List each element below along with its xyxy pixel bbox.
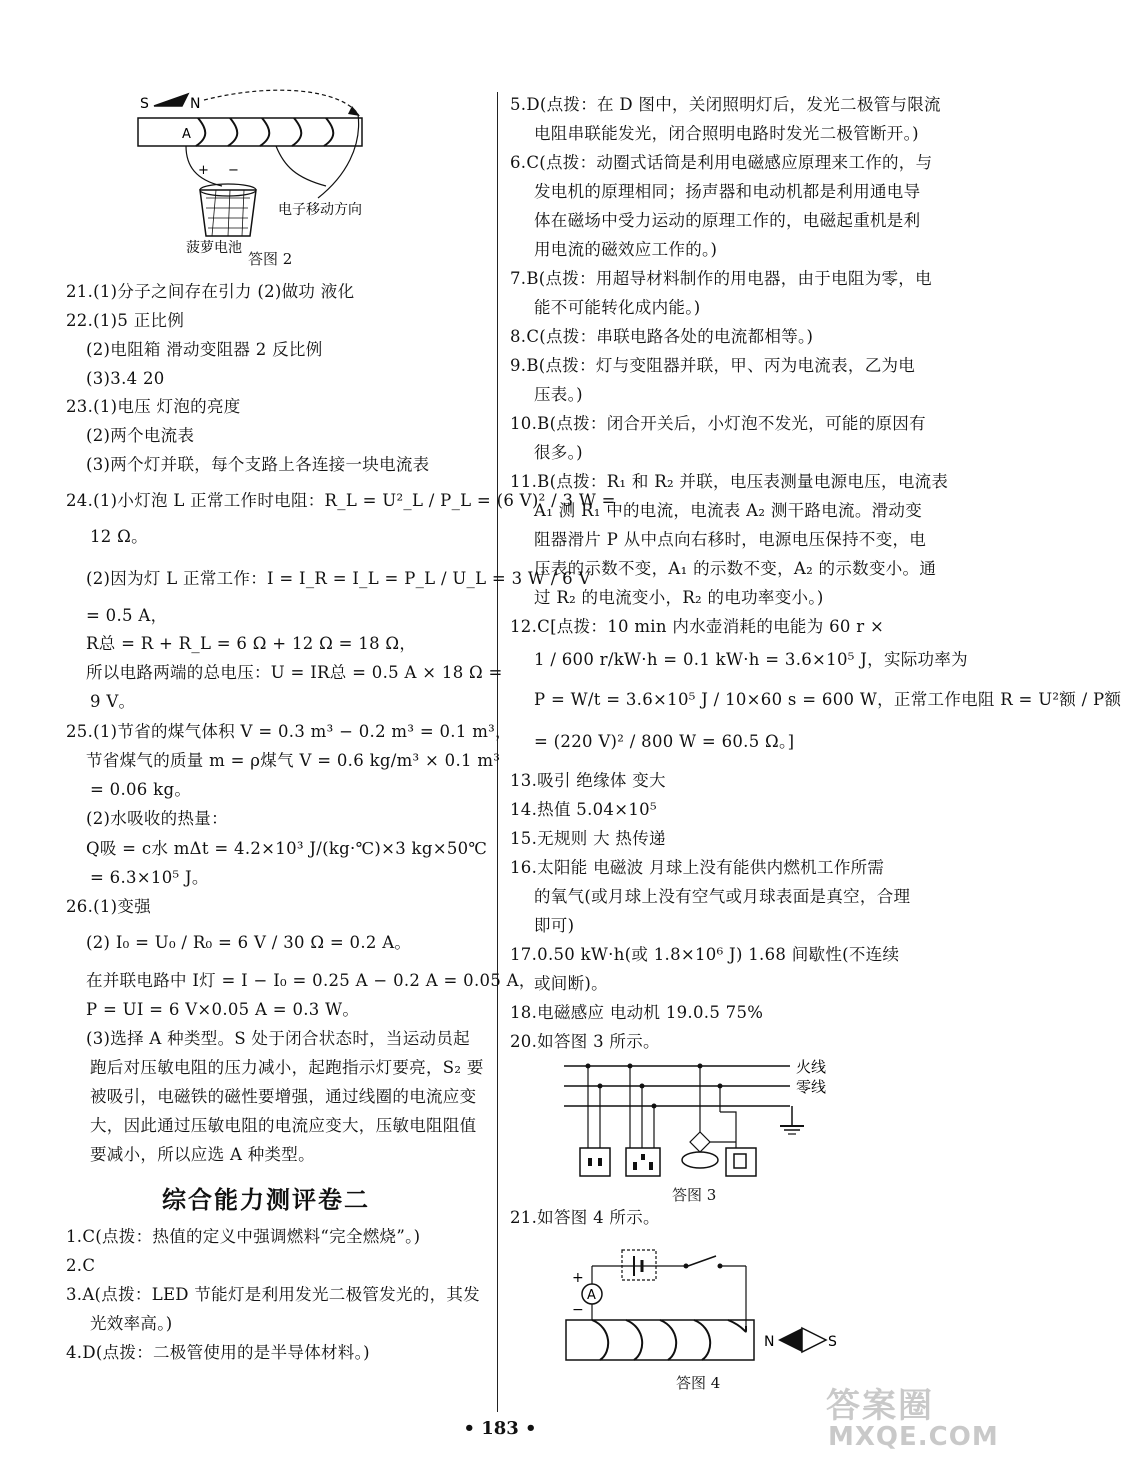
answer-line: 3.A(点拨：LED 节能灯是利用发光二极管发光的，其发 — [66, 1285, 480, 1304]
fig2-plus: + — [198, 163, 209, 178]
figure-3-caption: 答图 3 — [672, 1186, 717, 1204]
answer-line: 6.C(点拨：动圈式话筒是利用电磁感应原理来工作的，与 — [510, 153, 933, 172]
answer-line: 即可) — [534, 916, 575, 935]
answer-line: 9.B(点拨：灯与变阻器并联，甲、丙为电流表，乙为电 — [510, 356, 916, 375]
answer-line: 压表。) — [534, 385, 583, 404]
answer-line: 2.C — [66, 1256, 96, 1275]
fig2-battery-label: 菠萝电池 — [186, 240, 242, 256]
answer-line: 发电机的原理相同；扬声器和电动机都是利用通电导 — [534, 182, 921, 201]
answer-line: 节省煤气的质量 m = ρ煤气 V = 0.6 kg/m³ × 0.1 m³ — [86, 751, 501, 770]
answer-line: (2)电阻箱 滑动变阻器 2 反比例 — [86, 340, 323, 359]
answer-line: 24.(1)小灯泡 L 正常工作时电阻：R_L = U²_L / P_L = (6 V)² / 3 W = — [66, 491, 616, 510]
answer-line: R总 = R + R_L = 6 Ω + 12 Ω = 18 Ω， — [86, 634, 417, 653]
answer-line: 18.电磁感应 电动机 19.0.5 75% — [510, 1003, 764, 1022]
answer-line: 阻器滑片 P 从中点向右移时，电源电压保持不变，电 — [534, 530, 927, 549]
answer-line: Q吸 = c水 mΔt = 4.2×10³ J/(kg·℃)×3 kg×50℃ — [86, 839, 488, 858]
answer-line: 12.C[点拨：10 min 内水壶消耗的电能为 60 r × — [510, 617, 885, 636]
answer-line: 21.(1)分子之间存在引力 (2)做功 液化 — [66, 282, 355, 301]
fig2-electron-label: 电子移动方向 — [278, 202, 362, 218]
answer-line: 8.C(点拨：串联电路各处的电流都相等。) — [510, 327, 814, 346]
fig4-label-n: N — [764, 1334, 775, 1350]
answer-line: 很多。) — [534, 443, 583, 462]
compass-needle-icon — [778, 1328, 802, 1352]
switch-icon — [688, 1256, 716, 1266]
answer-line: = 0.06 kg。 — [90, 780, 192, 799]
answer-line: (2)因为灯 L 正常工作：I = I_R = I_L = P_L / U_L = 3 W / 6 V — [86, 569, 591, 588]
answer-line: 体在磁场中受力运动的原理工作的，电磁起重机是利 — [534, 211, 921, 230]
answer-line: 的氧气(或月球上没有空气或月球表面是真空，合理 — [534, 887, 911, 906]
fig4-label-s: S — [828, 1334, 837, 1350]
section-title: 综合能力测评卷二 — [162, 1186, 370, 1214]
three-pin-socket-icon — [626, 1148, 660, 1176]
answer-line: 或间断)。 — [534, 974, 608, 993]
answer-line: 7.B(点拨：用超导材料制作的用电器，由于电阻为零，电 — [510, 269, 932, 288]
fig2-label-n: N — [190, 96, 201, 112]
answer-line: 14.热值 5.04×10⁵ — [510, 800, 657, 819]
answer-line: (3)两个灯并联，每个支路上各连接一块电流表 — [86, 455, 430, 474]
lamp-icon — [682, 1152, 718, 1168]
answer-line: 能不可能转化成内能。) — [534, 298, 701, 317]
battery-dashed-box — [622, 1250, 656, 1280]
watermark-logo — [820, 1378, 999, 1458]
answer-line: 26.(1)变强 — [66, 897, 152, 916]
answer-line: 跑后对压敏电阻的压力减小，起跑指示灯要亮，S₂ 要 — [90, 1058, 484, 1077]
answer-line: = (220 V)² / 800 W = 60.5 Ω。] — [534, 732, 795, 751]
fig2-label-a: A — [182, 127, 191, 142]
answer-line: 16.太阳能 电磁波 月球上没有能供内燃机工作所需 — [510, 858, 885, 877]
fig2-minus: − — [228, 163, 239, 178]
answer-line: 用电流的磁效应工作的。) — [534, 240, 718, 259]
figure-4-caption: 答图 4 — [676, 1374, 721, 1392]
answer-line: 9 V。 — [90, 692, 136, 711]
answer-line: 5.D(点拨：在 D 图中，关闭照明灯后，发光二极管与限流 — [510, 95, 941, 114]
figure-4-diagram — [556, 1228, 856, 1380]
answer-line: 光效率高。) — [90, 1314, 173, 1333]
answer-line: 20.如答图 3 所示。 — [510, 1032, 660, 1051]
watermark-line2: MXQE.COM — [828, 1422, 999, 1452]
answer-line: P = UI = 6 V×0.05 A = 0.3 W。 — [86, 1000, 360, 1019]
answer-line: = 0.5 A， — [86, 606, 168, 625]
answer-line: 过 R₂ 的电流变小，R₂ 的电功率变小。) — [534, 588, 824, 607]
answer-line: 电阻串联能发光，闭合照明电路时发光二极管断开。) — [534, 124, 919, 143]
answer-line: 大，因此通过压敏电阻的电流应变大，压敏电阻阻值 — [90, 1116, 477, 1135]
answer-line: 要减小，所以应选 A 种类型。 — [90, 1145, 315, 1164]
answer-line: 12 Ω。 — [90, 527, 148, 546]
answer-line: 21.如答图 4 所示。 — [510, 1208, 660, 1227]
answer-line: 在并联电路中 I灯 = I − I₀ = 0.25 A − 0.2 A = 0.05 A， — [86, 971, 536, 990]
watermark-line1: 答案圈 — [826, 1386, 934, 1426]
answer-line: 1.C(点拨：热值的定义中强调燃料“完全燃烧”。) — [66, 1227, 421, 1246]
answer-line: 11.B(点拨：R₁ 和 R₂ 并联，电压表测量电源电压，电流表 — [510, 472, 949, 491]
figure-3-diagram — [560, 1052, 860, 1182]
answer-line: = 6.3×10⁵ J。 — [90, 868, 209, 887]
fig3-neutral-wire-label: 零线 — [796, 1078, 827, 1096]
answer-line: 17.0.50 kW·h(或 1.8×10⁶ J) 1.68 间歇性(不连续 — [510, 945, 900, 964]
answer-line: (2) I₀ = U₀ / R₀ = 6 V / 30 Ω = 0.2 A。 — [86, 933, 412, 952]
answer-line: 15.无规则 大 热传递 — [510, 829, 666, 848]
answer-line: 10.B(点拨：闭合开关后，小灯泡不发光，可能的原因有 — [510, 414, 926, 433]
switch-icon — [726, 1148, 756, 1176]
fig4-plus: + — [572, 1270, 584, 1286]
answer-line: 1 / 600 r/kW·h = 0.1 kW·h = 3.6×10⁵ J，实际功率为 — [534, 650, 968, 669]
answer-line: 22.(1)5 正比例 — [66, 311, 185, 330]
fig4-minus: − — [572, 1302, 584, 1318]
answer-line: 13.吸引 绝缘体 变大 — [510, 771, 666, 790]
answer-line: 23.(1)电压 灯泡的亮度 — [66, 397, 241, 416]
figure-2-caption: 答图 2 — [248, 250, 293, 268]
two-pin-socket-icon — [580, 1148, 610, 1176]
fig4-ammeter-label: A — [587, 1288, 596, 1303]
answer-line: 压表的示数不变，A₁ 的示数不变，A₂ 的示数变小。通 — [534, 559, 937, 578]
answer-line: 被吸引，电磁铁的磁性要增强，通过线圈的电流应变 — [90, 1087, 477, 1106]
answer-line: (3)选择 A 种类型。S 处于闭合状态时，当运动员起 — [86, 1029, 470, 1048]
answer-line: A₁ 测 R₁ 中的电流，电流表 A₂ 测干路电流。滑动变 — [534, 501, 923, 520]
fig3-live-wire-label: 火线 — [796, 1058, 827, 1076]
answer-line: 25.(1)节省的煤气体积 V = 0.3 m³ − 0.2 m³ = 0.1 m³， — [66, 722, 512, 741]
answer-line: (3)3.4 20 — [86, 369, 165, 388]
answer-line: 所以电路两端的总电压：U = IR总 = 0.5 A × 18 Ω = — [86, 663, 503, 682]
figure-2-diagram — [126, 86, 426, 266]
page-number: • 183 • — [463, 1418, 537, 1439]
fig2-label-s: S — [140, 96, 149, 112]
answer-line: (2)水吸收的热量： — [86, 809, 228, 828]
electromagnet-core — [566, 1320, 754, 1360]
answer-line: (2)两个电流表 — [86, 426, 195, 445]
answer-line: 4.D(点拨：二极管使用的是半导体材料。) — [66, 1343, 370, 1362]
answer-line: P = W/t = 3.6×10⁵ J / 10×60 s = 600 W，正常工作电阻 R = U²额 / P额 — [534, 690, 1121, 709]
